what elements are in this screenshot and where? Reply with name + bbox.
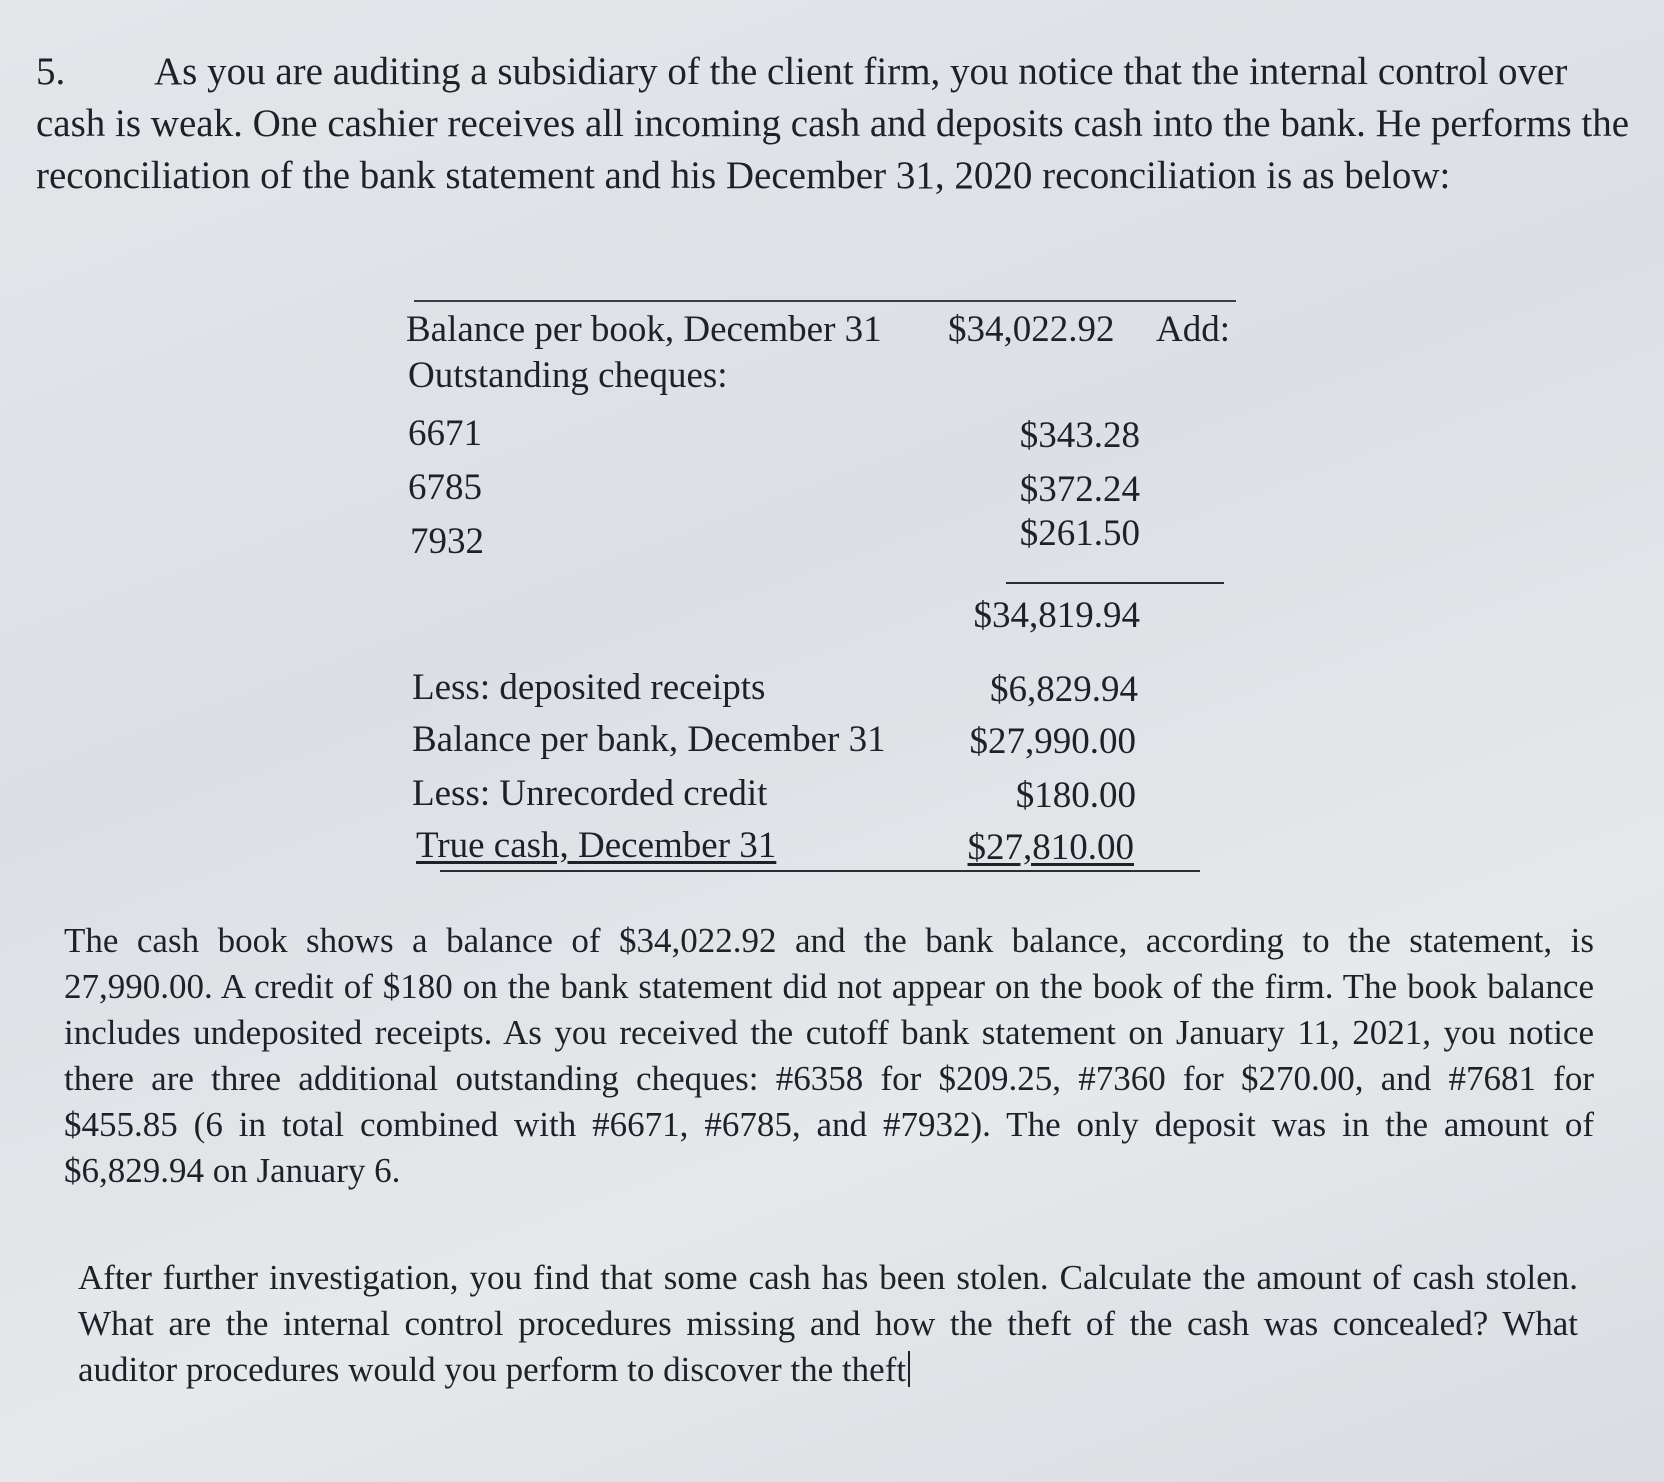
facts-paragraph: The cash book shows a balance of $34,022.92 and the bank balance, according to the statement, is 27,990.00. A credit of $180 on the bank statement did not appear on the book of the firm. The book balance includes undeposited receipts. As you received the cutoff bank statement on January 11, 2021, you notice there are three additional outstanding cheques: #6358 for $209.25, #7360 for $270.00, and #7681 for $455.85 (6 in total combined with #6671, #6785, and #7932). The only deposit was in the amount of $6,829.94 on January 6. xyxy=(64,921,1594,1190)
less-deposited-amount: $6,829.94 xyxy=(990,669,1138,710)
question-number: 5. xyxy=(36,50,66,93)
less-deposited-label: Less: deposited receipts xyxy=(412,667,766,708)
cheque-number: 6671 xyxy=(408,413,482,454)
cheque-number: 6785 xyxy=(408,467,482,508)
true-cash-amount: $27,810.00 xyxy=(967,827,1134,868)
table-bottom-rule xyxy=(440,870,1200,872)
cheque-amount: $343.28 xyxy=(1019,415,1140,456)
less-unrecorded-amount: $180.00 xyxy=(1015,775,1136,816)
task-paragraph xyxy=(78,1255,1578,1393)
cheque-amount: $261.50 xyxy=(1019,513,1140,554)
task-text: After further investigation, you find that some cash has been stolen. Calculate the amount of cash stolen. What are the internal control procedures missing and how the theft of the cash was concealed? What auditor procedures would you perform to discover the theft xyxy=(78,1258,1578,1389)
add-label: Add: xyxy=(1156,309,1230,350)
table-top-rule xyxy=(414,300,1236,302)
subtotal-rule xyxy=(1006,582,1224,584)
balance-per-bank-amount: $27,990.00 xyxy=(969,721,1136,762)
text-cursor xyxy=(908,1351,910,1387)
true-cash-label: True cash, December 31 xyxy=(416,825,777,866)
question-intro xyxy=(36,46,1636,202)
outstanding-cheques-label: Outstanding cheques: xyxy=(408,355,728,396)
subtotal-amount: $34,819.94 xyxy=(973,595,1140,636)
less-unrecorded-label: Less: Unrecorded credit xyxy=(412,773,768,814)
balance-per-bank-label: Balance per bank, December 31 xyxy=(412,719,886,760)
balance-per-book-amount: $34,022.92 xyxy=(948,309,1115,350)
balance-per-book-label: Balance per book, December 31 xyxy=(406,309,882,350)
cheque-amount: $372.24 xyxy=(1019,469,1140,510)
cheque-number: 7932 xyxy=(410,521,484,562)
question-text: As you are auditing a subsidiary of the client firm, you notice that the internal control over cash is weak. One cashier receives all incoming cash and deposits cash into the bank. He performs the reconciliation of the bank statement and his December 31, 2020 reconciliation is as below: xyxy=(36,50,1630,197)
